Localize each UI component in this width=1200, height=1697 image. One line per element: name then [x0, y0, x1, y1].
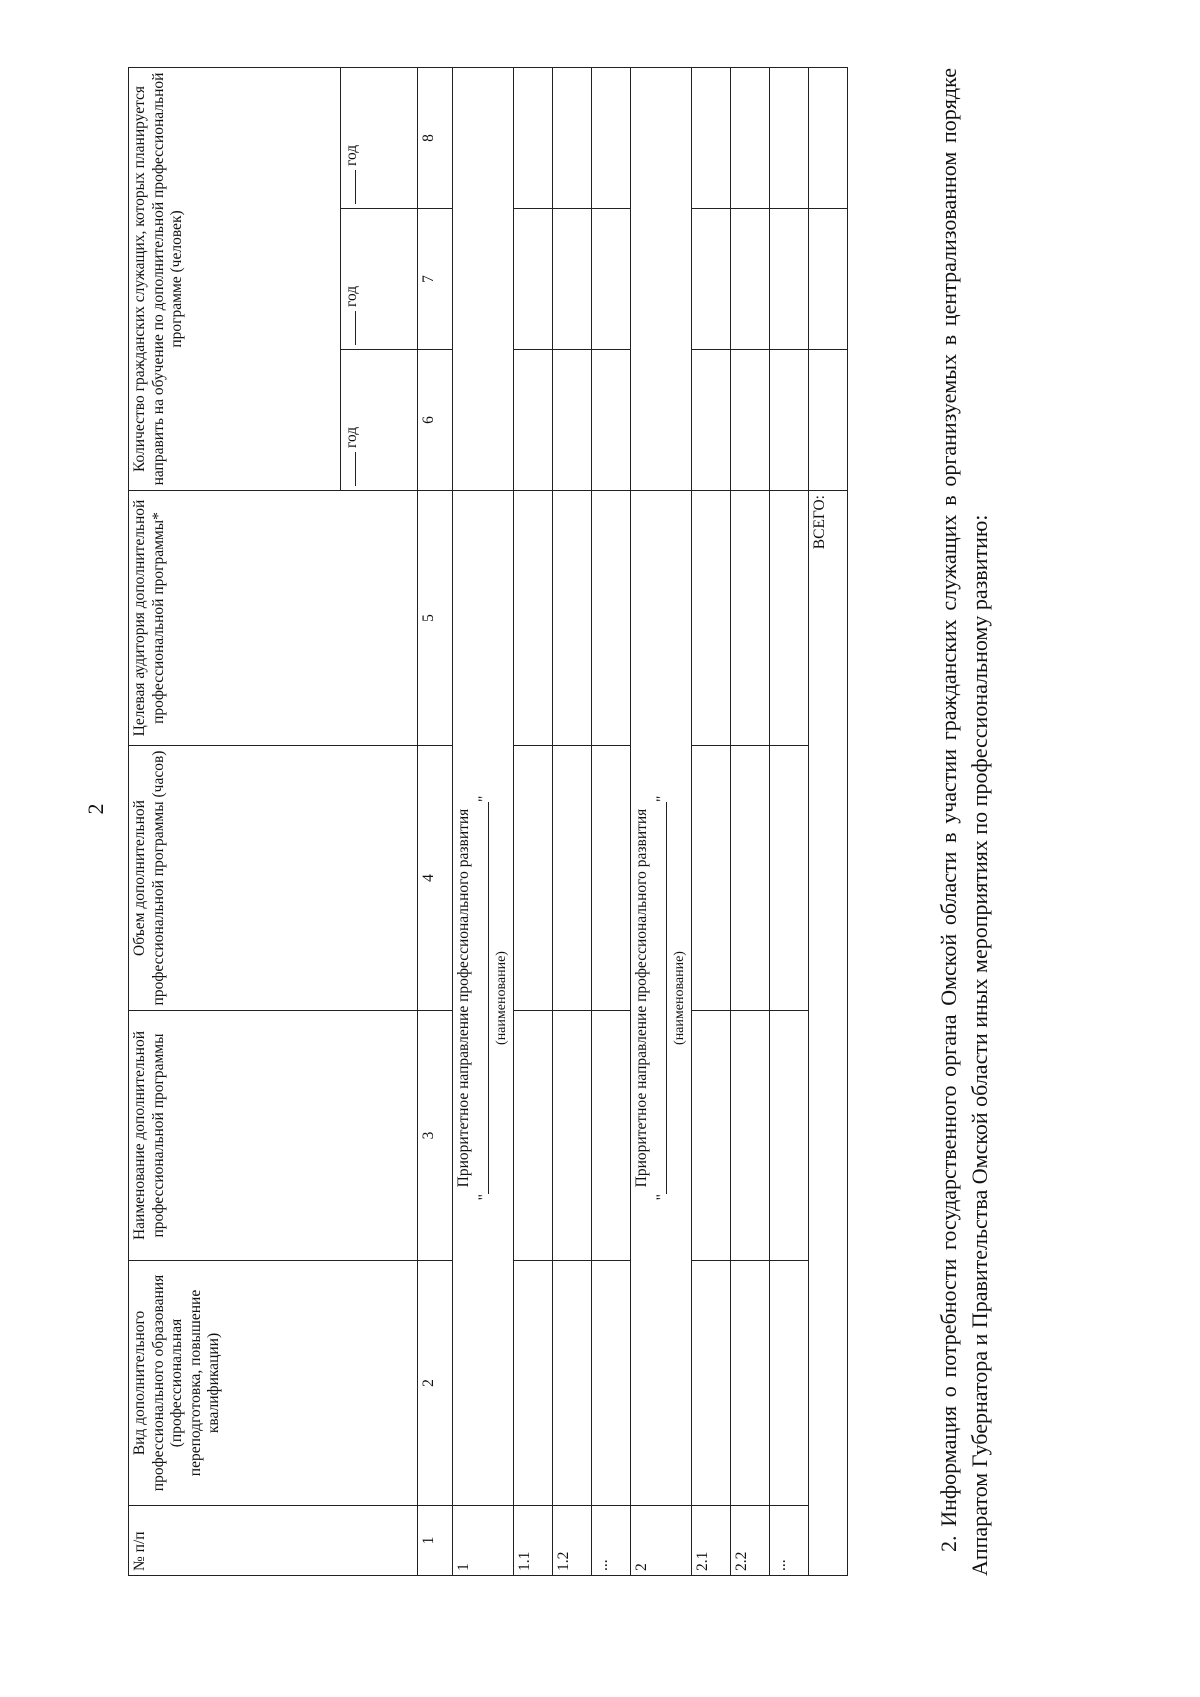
- total-label: ВСЕГО:: [808, 491, 847, 1576]
- table-row: [691, 67, 730, 1575]
- name-caption: (наименование): [494, 951, 510, 1045]
- header-row: [129, 67, 341, 1575]
- column-number: 8: [418, 67, 453, 208]
- row-number: 2.1: [691, 1506, 730, 1576]
- column-number: 2: [418, 1261, 453, 1506]
- row-number: 1.1: [513, 1506, 552, 1576]
- quote-open: ": [475, 1194, 493, 1201]
- fill-line: [652, 802, 667, 998]
- empty-cell: [453, 67, 514, 490]
- header-program-hours: Объем дополнительной профессиональной программы (часов): [129, 746, 418, 1011]
- section-2-paragraph: 2. Информация о потребности государственного органа Омской области в участии гражданских служащих в организуемых в централизованном порядке Аппаратом Губернатора и Правительства Омской области иных мероприятиях по профессиональному развитию:: [936, 68, 992, 1576]
- empty-cell: [630, 67, 691, 490]
- fill-line: [474, 802, 489, 998]
- row-number: 2.2: [730, 1506, 769, 1576]
- table-row: [769, 67, 808, 1575]
- quote-close: ": [653, 795, 671, 802]
- year-cell: год: [341, 350, 418, 491]
- name-caption: (наименование): [672, 951, 688, 1045]
- year-cell: год: [341, 209, 418, 350]
- priority-row: [630, 67, 691, 1575]
- priority-row: [453, 67, 514, 1575]
- landscape-content: [128, 68, 1028, 1576]
- row-number: 1.2: [552, 1506, 591, 1576]
- quote-close: ": [475, 795, 493, 802]
- row-number: ...: [591, 1506, 630, 1576]
- header-program-name: Наименование дополнительной профессиональной программы: [129, 1011, 418, 1261]
- quote-open: ": [653, 1194, 671, 1201]
- fill-line: [652, 998, 667, 1194]
- table-row: [591, 67, 630, 1575]
- priority-direction: [630, 491, 691, 1506]
- fill-line: [474, 998, 489, 1194]
- column-numbers-row: [418, 67, 453, 1575]
- header-target-audience: Целевая аудитория дополнительной профессиональной программы*: [129, 491, 418, 746]
- header-num: № п/п: [129, 1506, 418, 1576]
- total-row: [808, 67, 847, 1575]
- column-number: 6: [418, 350, 453, 491]
- table-row: [513, 67, 552, 1575]
- priority-direction: [453, 491, 514, 1506]
- column-number: 5: [418, 491, 453, 746]
- priority-label: Приоритетное направление профессионального развития: [632, 808, 650, 1188]
- training-needs-table: [128, 67, 848, 1576]
- row-number: ...: [769, 1506, 808, 1576]
- column-number: 1: [418, 1506, 453, 1576]
- column-number: 3: [418, 1011, 453, 1261]
- priority-label: Приоритетное направление профессионального развития: [455, 808, 472, 1188]
- section-number: 2: [630, 1506, 691, 1576]
- table-row: [730, 67, 769, 1575]
- table-row: [552, 67, 591, 1575]
- header-employee-count: Количество гражданских служащих, которых планируется направить на обучение по дополнительной профессиональной программе (человек): [129, 67, 341, 490]
- year-cell: год: [341, 67, 418, 208]
- column-number: 4: [418, 746, 453, 1011]
- section-number: 1: [453, 1506, 514, 1576]
- column-number: 7: [418, 209, 453, 350]
- header-education-type: Вид дополнительного профессионального образования (профессиональная переподготовка, повышение квалификации): [129, 1261, 418, 1506]
- page-number: 2: [83, 803, 108, 815]
